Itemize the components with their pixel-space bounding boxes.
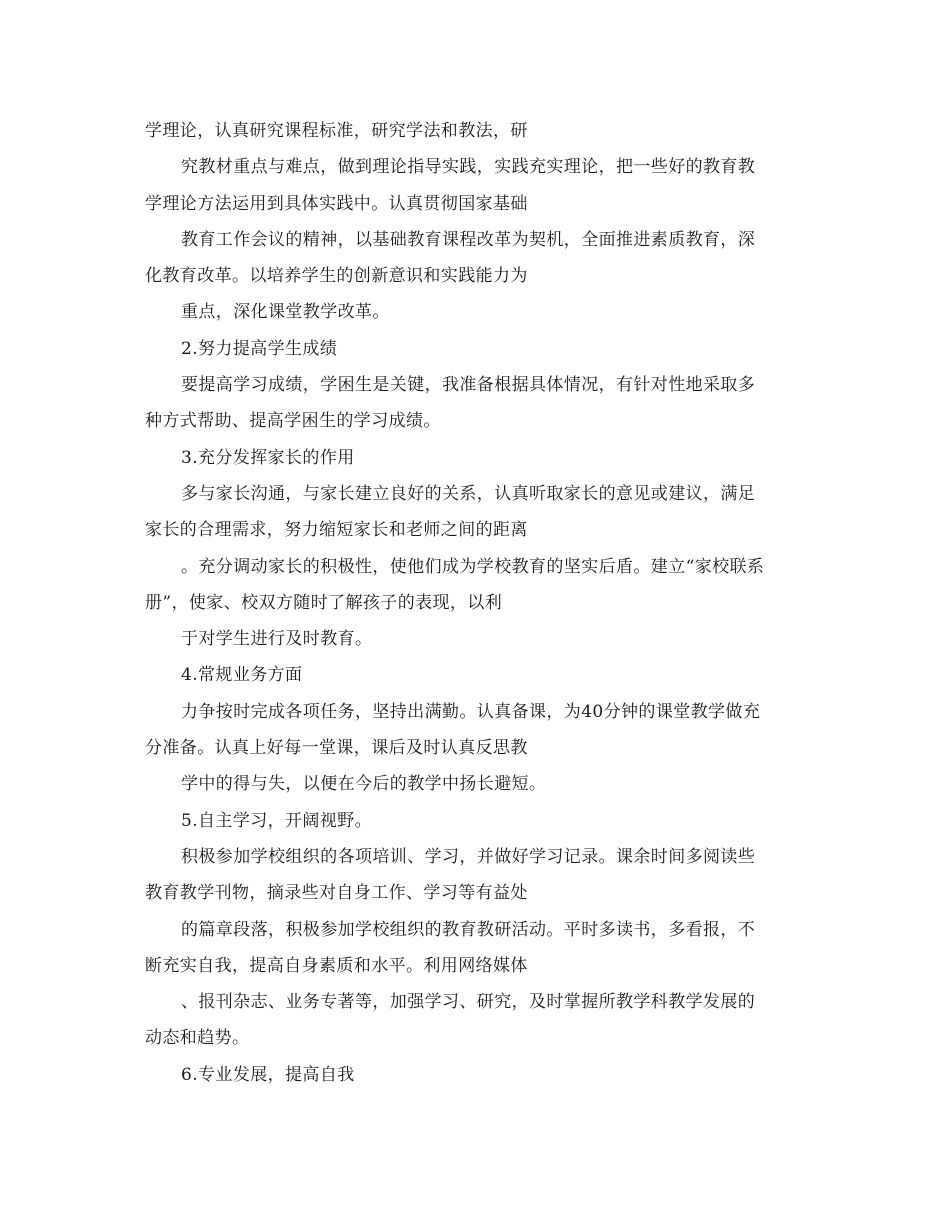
text-line: 化教育改革。以培养学生的创新意识和实践能力为 [145, 266, 528, 287]
text-line: 断充实自我，提高自身素质和水平。利用网络媒体 [145, 955, 528, 976]
text-line: 要提高学习成绩，学困生是关键，我准备根据具体情况，有针对性地采取多 [181, 375, 756, 396]
text-line: 力争按时完成各项任务，坚持出满勤。认真备课，为40分钟的课堂教学做充 [181, 701, 761, 722]
text-line: 。充分调动家长的积极性，使他们成为学校教育的坚实后盾。建立“家校联系 [181, 556, 765, 577]
text-line: 教育教学刊物，摘录些对自身工作、学习等有益处 [145, 883, 528, 904]
text-line: 重点，深化课堂教学改革。 [181, 302, 390, 323]
text-line: 动态和趋势。 [145, 1028, 250, 1049]
text-line: 学理论方法运用到具体实践中。认真贯彻国家基础 [145, 193, 528, 214]
text-line: 家长的合理需求，努力缩短家长和老师之间的距离 [145, 520, 528, 541]
text-line: 积极参加学校组织的各项培训、学习，并做好学习记录。课余时间多阅读些 [181, 846, 756, 867]
text-line: 3.充分发挥家长的作用 [181, 447, 355, 468]
text-line: 的篇章段落，积极参加学校组织的教育教研活动。平时多读书，多看报，不 [181, 919, 756, 940]
text-line: 究教材重点与难点，做到理论指导实践，实践充实理论，把一些好的教育教 [181, 157, 756, 178]
text-line: 、报刊杂志、业务专著等，加强学习、研究，及时掌握所教学科教学发展的 [181, 992, 756, 1013]
text-line: 2.努力提高学生成绩 [181, 338, 338, 359]
text-line: 于对学生进行及时教育。 [181, 629, 373, 650]
text-line: 学理论，认真研究课程标准，研究学法和教法，研 [145, 121, 528, 141]
text-line: 种方式帮助、提高学困生的学习成绩。 [145, 411, 441, 432]
text-line: 学中的得与失，以便在今后的教学中扬长避短。 [181, 774, 547, 795]
text-line: 6.专业发展，提高自我 [181, 1064, 355, 1085]
text-line: 5.自主学习，开阔视野。 [181, 810, 373, 831]
text-line: 多与家长沟通，与家长建立良好的关系，认真听取家长的意见或建议，满足 [181, 483, 756, 504]
document-body [0, 113, 950, 1093]
text-line: 册”，使家、校双方随时了解孩子的表现，以利 [145, 592, 503, 613]
text-line: 教育工作会议的精神，以基础教育课程改革为契机，全面推进素质教育，深 [181, 229, 756, 250]
text-line: 分准备。认真上好每一堂课，课后及时认真反思教 [145, 738, 528, 759]
text-line: 4.常规业务方面 [181, 665, 303, 686]
